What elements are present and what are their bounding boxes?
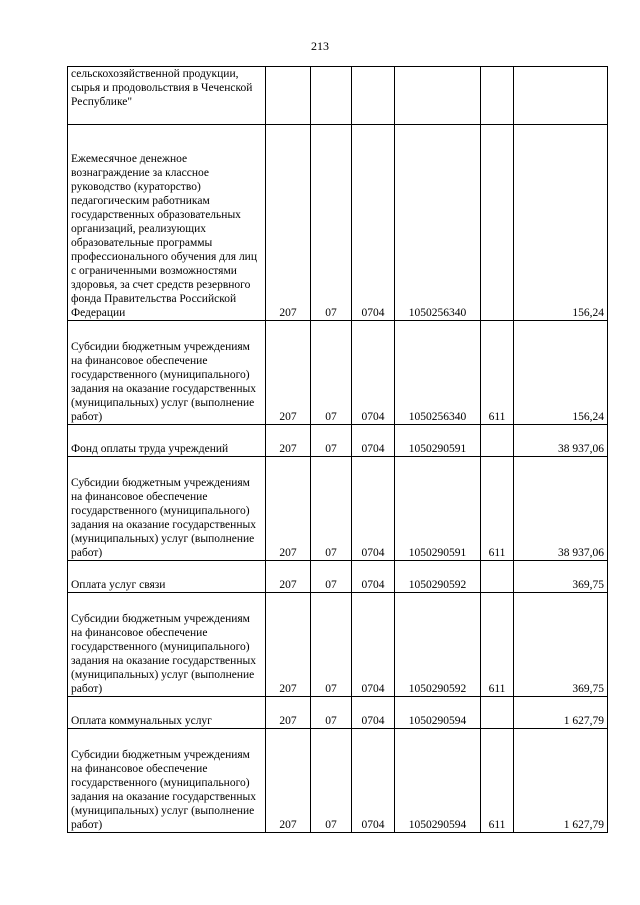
row-razdel <box>311 67 352 125</box>
row-razdel: 07 <box>311 425 352 457</box>
row-vr <box>481 67 514 125</box>
row-ved <box>266 67 311 125</box>
row-razdel: 07 <box>311 321 352 425</box>
row-csr: 1050290592 <box>395 561 481 593</box>
table-row <box>68 425 608 457</box>
row-vr <box>481 425 514 457</box>
table-row <box>68 729 608 833</box>
row-razdel: 07 <box>311 125 352 321</box>
row-vr <box>481 697 514 729</box>
row-name: Фонд оплаты труда учреждений <box>68 425 266 457</box>
row-podrazdel: 0704 <box>352 425 395 457</box>
row-ved: 207 <box>266 729 311 833</box>
table-row <box>68 125 608 321</box>
row-sum: 369,75 <box>514 593 608 697</box>
table-row <box>68 593 608 697</box>
row-csr: 1050290591 <box>395 457 481 561</box>
row-sum: 156,24 <box>514 125 608 321</box>
row-podrazdel: 0704 <box>352 561 395 593</box>
table-row <box>68 457 608 561</box>
row-sum: 156,24 <box>514 321 608 425</box>
row-name: Субсидии бюджетным учреждениям на финансовое обеспечение государственного (муниципального) задания на оказание государственных (муниципальных) услуг (выполнение работ) <box>68 321 266 425</box>
row-name: Субсидии бюджетным учреждениям на финансовое обеспечение государственного (муниципального) задания на оказание государственных (муниципальных) услуг (выполнение работ) <box>68 593 266 697</box>
row-vr <box>481 125 514 321</box>
row-ved: 207 <box>266 593 311 697</box>
table-row <box>68 561 608 593</box>
row-name: Субсидии бюджетным учреждениям на финансовое обеспечение государственного (муниципального) задания на оказание государственных (муниципальных) услуг (выполнение работ) <box>68 457 266 561</box>
table-row <box>68 67 608 125</box>
row-csr: 1050290591 <box>395 425 481 457</box>
row-podrazdel: 0704 <box>352 321 395 425</box>
row-name: сельскохозяйственной продукции, сырья и продовольствия в Чеченской Республике" <box>68 67 266 125</box>
row-vr: 611 <box>481 321 514 425</box>
row-podrazdel: 0704 <box>352 593 395 697</box>
row-ved: 207 <box>266 425 311 457</box>
row-name: Субсидии бюджетным учреждениям на финансовое обеспечение государственного (муниципального) задания на оказание государственных (муниципальных) услуг (выполнение работ) <box>68 729 266 833</box>
row-name: Оплата коммунальных услуг <box>68 697 266 729</box>
row-sum: 1 627,79 <box>514 729 608 833</box>
row-podrazdel: 0704 <box>352 697 395 729</box>
row-csr: 1050290592 <box>395 593 481 697</box>
row-csr <box>395 67 481 125</box>
table-row <box>68 321 608 425</box>
row-sum: 1 627,79 <box>514 697 608 729</box>
row-vr <box>481 561 514 593</box>
row-sum <box>514 67 608 125</box>
row-razdel: 07 <box>311 561 352 593</box>
row-podrazdel: 0704 <box>352 125 395 321</box>
row-podrazdel <box>352 67 395 125</box>
row-name: Оплата услуг связи <box>68 561 266 593</box>
row-ved: 207 <box>266 697 311 729</box>
row-csr: 1050290594 <box>395 729 481 833</box>
row-csr: 1050256340 <box>395 321 481 425</box>
table-row <box>68 697 608 729</box>
row-podrazdel: 0704 <box>352 729 395 833</box>
row-vr: 611 <box>481 729 514 833</box>
row-csr: 1050290594 <box>395 697 481 729</box>
row-sum: 369,75 <box>514 561 608 593</box>
row-sum: 38 937,06 <box>514 425 608 457</box>
page-number: 213 <box>311 39 329 53</box>
row-vr: 611 <box>481 593 514 697</box>
row-ved: 207 <box>266 125 311 321</box>
row-razdel: 07 <box>311 697 352 729</box>
row-csr: 1050256340 <box>395 125 481 321</box>
row-razdel: 07 <box>311 593 352 697</box>
row-ved: 207 <box>266 457 311 561</box>
budget-table <box>67 66 608 833</box>
row-sum: 38 937,06 <box>514 457 608 561</box>
row-ved: 207 <box>266 321 311 425</box>
row-razdel: 07 <box>311 457 352 561</box>
row-podrazdel: 0704 <box>352 457 395 561</box>
row-razdel: 07 <box>311 729 352 833</box>
row-vr: 611 <box>481 457 514 561</box>
row-ved: 207 <box>266 561 311 593</box>
row-name: Ежемесячное денежное вознаграждение за классное руководство (кураторство) педагогическим работникам государственных образовательных организаций, реализующих образовательные программы профессионального обучения для лиц с ограниченными возможностями здоровья, за счет средств резервного фонда Правительства Российской Федерации <box>68 125 266 321</box>
